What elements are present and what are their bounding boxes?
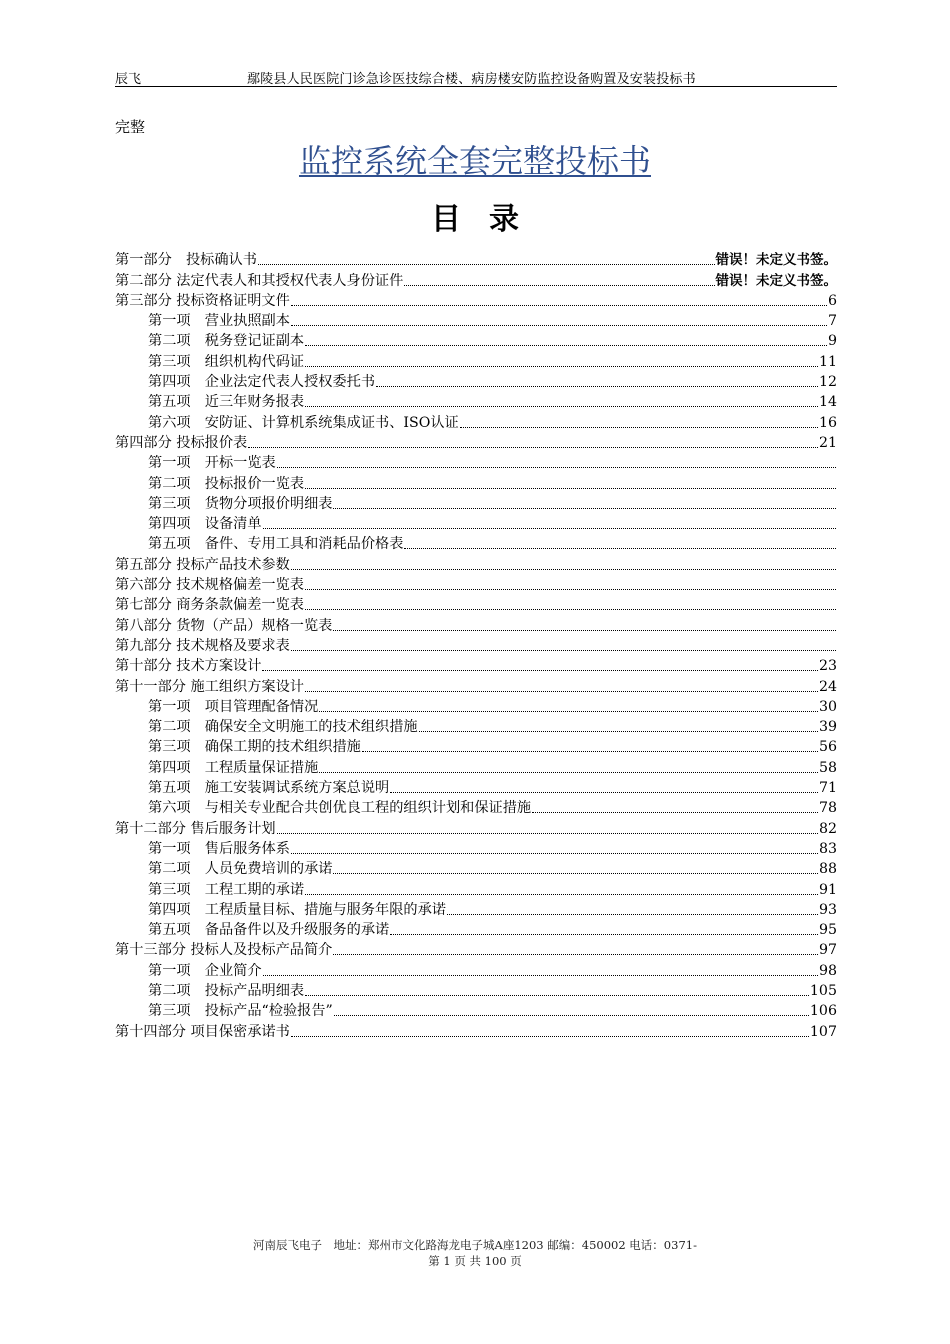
toc-entry-page: 95 bbox=[818, 922, 837, 939]
toc-entry-label: 第六项 安防证、计算机系统集成证书、ISO认证 bbox=[148, 414, 459, 431]
toc-entry-label: 第三项 组织机构代码证 bbox=[148, 353, 305, 370]
toc-dot-leader bbox=[333, 873, 817, 874]
header-company: 辰飞 bbox=[115, 72, 142, 87]
toc-dot-leader bbox=[376, 386, 818, 387]
toc-dot-leader bbox=[263, 528, 836, 529]
toc-entry[interactable] bbox=[115, 940, 837, 960]
toc-dot-leader bbox=[319, 711, 818, 712]
toc-entry-page: 106 bbox=[809, 1003, 837, 1020]
toc-entry-page: 12 bbox=[818, 374, 837, 391]
toc-entry-label: 第三项 投标产品“检验报告” bbox=[148, 1003, 333, 1020]
toc-entry[interactable] bbox=[115, 351, 837, 371]
toc-dot-leader bbox=[305, 345, 827, 346]
toc-entry[interactable] bbox=[115, 879, 837, 899]
toc-heading: 目录 bbox=[431, 202, 547, 237]
toc-entry[interactable] bbox=[115, 514, 837, 534]
toc-entry-page: 21 bbox=[818, 434, 837, 451]
toc-entry-page: 78 bbox=[818, 800, 837, 817]
toc-entry[interactable] bbox=[115, 575, 837, 595]
toc-dot-leader bbox=[305, 406, 818, 407]
toc-entry-label: 第四部分 投标报价表 bbox=[115, 434, 248, 451]
toc-entry-page: 93 bbox=[818, 901, 837, 918]
toc-entry[interactable] bbox=[115, 595, 837, 615]
toc-entry-label: 第一项 售后服务体系 bbox=[148, 840, 290, 857]
toc-entry-label: 第三项 货物分项报价明细表 bbox=[148, 495, 333, 512]
toc-entry-label: 第三部分 投标资格证明文件 bbox=[115, 292, 290, 309]
toc-entry-label: 第二项 确保安全文明施工的技术组织措施 bbox=[148, 719, 418, 736]
toc-entry-label: 第五项 备品备件以及升级服务的承诺 bbox=[148, 922, 390, 939]
toc-dot-leader bbox=[333, 630, 836, 631]
toc-entry-page: 83 bbox=[818, 840, 837, 857]
toc-entry-page: 23 bbox=[818, 658, 837, 675]
toc-entry[interactable] bbox=[115, 737, 837, 757]
toc-entry-label: 第三项 工程工期的承诺 bbox=[148, 881, 305, 898]
toc-dot-leader bbox=[305, 488, 836, 489]
toc-entry-page: 9 bbox=[827, 333, 837, 350]
toc-entry[interactable] bbox=[115, 291, 837, 311]
toc-dot-leader bbox=[258, 264, 715, 265]
toc-entry[interactable] bbox=[115, 554, 837, 574]
toc-entry-page: 82 bbox=[818, 820, 837, 837]
toc-entry-page: 88 bbox=[818, 861, 837, 878]
toc-entry-page: 71 bbox=[818, 780, 837, 797]
toc-entry[interactable] bbox=[115, 859, 837, 879]
toc-entry-page: 14 bbox=[818, 394, 837, 411]
toc-entry[interactable] bbox=[115, 453, 837, 473]
toc-entry[interactable] bbox=[115, 636, 837, 656]
toc-entry-page: 6 bbox=[827, 292, 837, 309]
toc-entry-label: 第二项 投标报价一览表 bbox=[148, 475, 305, 492]
toc-dot-leader bbox=[419, 731, 818, 732]
toc-entry[interactable] bbox=[115, 697, 837, 717]
toc-entry-label: 第十部分 技术方案设计 bbox=[115, 658, 262, 675]
toc-entry-page: 39 bbox=[818, 719, 837, 736]
toc-entry[interactable] bbox=[115, 1021, 837, 1041]
toc-entry[interactable] bbox=[115, 960, 837, 980]
toc-entry[interactable] bbox=[115, 717, 837, 737]
toc-dot-leader bbox=[305, 995, 809, 996]
toc-dot-leader bbox=[460, 427, 818, 428]
toc-entry-label: 第一项 开标一览表 bbox=[148, 455, 276, 472]
toc-dot-leader bbox=[248, 447, 818, 448]
document-title: 监控系统全套完整投标书 bbox=[298, 142, 651, 180]
toc-entry[interactable] bbox=[115, 331, 837, 351]
toc-entry-label: 第一部分 投标确认书 bbox=[115, 252, 257, 269]
toc-entry-label: 第十一部分 施工组织方案设计 bbox=[115, 678, 304, 695]
toc-entry-label: 第五项 近三年财务报表 bbox=[148, 394, 305, 411]
toc-entry-page: 58 bbox=[818, 759, 837, 776]
toc-dot-leader bbox=[319, 772, 818, 773]
footer-page-number: 第 1 页 共 100 页 bbox=[428, 1254, 522, 1268]
toc-entry[interactable] bbox=[115, 433, 837, 453]
toc-dot-leader bbox=[404, 285, 714, 286]
page-header bbox=[115, 66, 837, 87]
pre-title-text: 完整 bbox=[115, 118, 146, 136]
toc-entry-label: 第一项 企业简介 bbox=[148, 962, 262, 979]
toc-entry-page: 30 bbox=[818, 698, 837, 715]
toc-entry-page: 105 bbox=[809, 982, 837, 999]
page-footer bbox=[0, 1237, 950, 1269]
toc-entry[interactable] bbox=[115, 656, 837, 676]
toc-entry[interactable] bbox=[115, 473, 837, 493]
toc-dot-leader bbox=[305, 589, 836, 590]
toc-entry[interactable] bbox=[115, 676, 837, 696]
toc-entry[interactable] bbox=[115, 372, 837, 392]
toc-entry-page: 11 bbox=[818, 353, 837, 370]
toc-dot-leader bbox=[390, 934, 818, 935]
toc-entry-page: 错误！未定义书签。 bbox=[715, 272, 837, 289]
toc-entry[interactable] bbox=[115, 270, 837, 290]
toc-dot-leader bbox=[447, 914, 818, 915]
toc-dot-leader bbox=[404, 548, 836, 549]
toc-dot-leader bbox=[305, 894, 818, 895]
toc-entry[interactable] bbox=[115, 392, 837, 412]
toc-dot-leader bbox=[291, 650, 836, 651]
toc-dot-leader bbox=[291, 853, 818, 854]
toc-entry[interactable] bbox=[115, 981, 837, 1001]
toc-dot-leader bbox=[291, 305, 827, 306]
toc-entry-label: 第二项 人员免费培训的承诺 bbox=[148, 861, 333, 878]
toc-entry-page: 24 bbox=[818, 678, 837, 695]
toc-entry[interactable] bbox=[115, 818, 837, 838]
toc-entry[interactable] bbox=[115, 494, 837, 514]
toc-dot-leader bbox=[334, 1015, 809, 1016]
toc-entry-page: 错误！未定义书签。 bbox=[715, 252, 837, 269]
toc-entry[interactable] bbox=[115, 412, 837, 432]
toc-entry-label: 第九部分 技术规格及要求表 bbox=[115, 637, 290, 654]
toc-entry[interactable] bbox=[115, 920, 837, 940]
toc-entry[interactable] bbox=[115, 757, 837, 777]
toc-entry-label: 第六部分 技术规格偏差一览表 bbox=[115, 577, 304, 594]
toc-entry[interactable] bbox=[115, 615, 837, 635]
toc-entry-label: 第二项 投标产品明细表 bbox=[148, 982, 305, 999]
toc-entry[interactable] bbox=[115, 311, 837, 331]
toc-entry-label: 第八部分 货物（产品）规格一览表 bbox=[115, 617, 333, 634]
toc-entry-label: 第十三部分 投标人及投标产品简介 bbox=[115, 942, 333, 959]
toc-dot-leader bbox=[532, 812, 818, 813]
toc-entry[interactable] bbox=[115, 778, 837, 798]
toc-entry-label: 第二部分 法定代表人和其授权代表人身份证件 bbox=[115, 272, 404, 289]
toc-entry-label: 第四项 企业法定代表人授权委托书 bbox=[148, 374, 376, 391]
header-document-title: 鄢陵县人民医院门诊急诊医技综合楼、病房楼安防监控设备购置及安装投标书 bbox=[247, 72, 696, 87]
toc-entry-label: 第二项 税务登记证副本 bbox=[148, 333, 305, 350]
toc-entry-page: 98 bbox=[818, 962, 837, 979]
toc-entry[interactable] bbox=[115, 798, 837, 818]
toc-dot-leader bbox=[333, 508, 836, 509]
toc-dot-leader bbox=[262, 670, 818, 671]
toc-dot-leader bbox=[305, 366, 818, 367]
toc-dot-leader bbox=[277, 833, 818, 834]
toc-dot-leader bbox=[362, 751, 818, 752]
toc-entry-label: 第五项 备件、专用工具和消耗品价格表 bbox=[148, 536, 404, 553]
toc-entry[interactable] bbox=[115, 534, 837, 554]
toc-dot-leader bbox=[390, 792, 818, 793]
toc-entry-label: 第十四部分 项目保密承诺书 bbox=[115, 1023, 290, 1040]
toc-entry-label: 第五部分 投标产品技术参数 bbox=[115, 556, 290, 573]
toc-entry[interactable] bbox=[115, 250, 837, 270]
toc-entry-label: 第十二部分 售后服务计划 bbox=[115, 820, 276, 837]
toc-entry[interactable] bbox=[115, 900, 837, 920]
footer-address: 河南辰飞电子 地址：郑州市文化路海龙电子城A座1203 邮编：450002 电话：0371- bbox=[253, 1238, 697, 1252]
toc-entry-label: 第一项 项目管理配备情况 bbox=[148, 698, 319, 715]
toc-dot-leader bbox=[291, 325, 827, 326]
toc-entry[interactable] bbox=[115, 839, 837, 859]
toc-dot-leader bbox=[305, 691, 818, 692]
toc-entry-page: 56 bbox=[818, 739, 837, 756]
toc-entry-page: 7 bbox=[827, 313, 837, 330]
toc-entry-label: 第七部分 商务条款偏差一览表 bbox=[115, 597, 304, 614]
toc-entry-page: 16 bbox=[818, 414, 837, 431]
toc-dot-leader bbox=[305, 609, 836, 610]
toc-entry-label: 第一项 营业执照副本 bbox=[148, 313, 290, 330]
toc-entry-label: 第五项 施工安装调试系统方案总说明 bbox=[148, 780, 390, 797]
toc-dot-leader bbox=[291, 1036, 809, 1037]
toc-entry-label: 第四项 工程质量保证措施 bbox=[148, 759, 319, 776]
toc-entry-label: 第四项 工程质量目标、措施与服务年限的承诺 bbox=[148, 901, 446, 918]
toc-entry[interactable] bbox=[115, 1001, 837, 1021]
toc-entry-page: 91 bbox=[818, 881, 837, 898]
table-of-contents bbox=[115, 250, 837, 1042]
toc-entry-page: 107 bbox=[809, 1023, 837, 1040]
toc-entry-label: 第四项 设备清单 bbox=[148, 516, 262, 533]
toc-dot-leader bbox=[333, 954, 818, 955]
toc-dot-leader bbox=[291, 569, 836, 570]
toc-dot-leader bbox=[277, 467, 836, 468]
toc-entry-label: 第六项 与相关专业配合共创优良工程的组织计划和保证措施 bbox=[148, 800, 532, 817]
toc-entry-page: 97 bbox=[818, 942, 837, 959]
toc-entry-label: 第三项 确保工期的技术组织措施 bbox=[148, 739, 361, 756]
toc-dot-leader bbox=[263, 975, 818, 976]
